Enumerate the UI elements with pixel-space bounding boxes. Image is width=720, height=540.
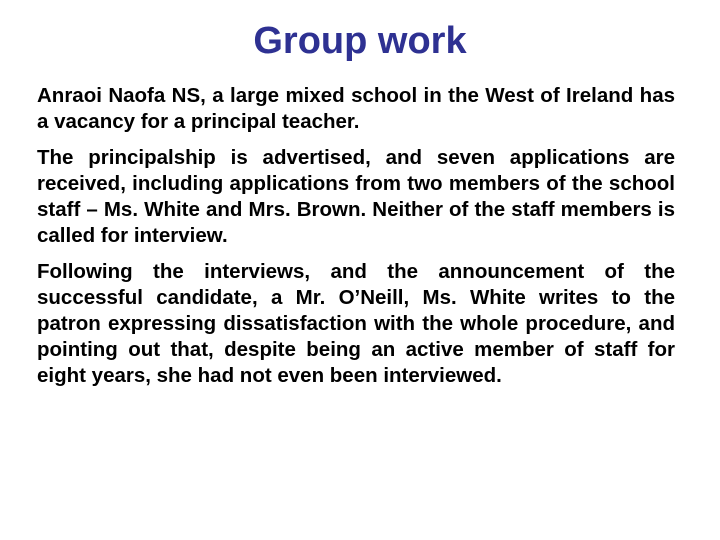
slide-title: Group work [253, 20, 467, 62]
paragraph-vacancy: Anraoi Naofa NS, a large mixed school in the West of Ireland has a vacancy for a principal teacher. [37, 84, 675, 133]
slide-body [37, 83, 675, 399]
paragraph-complaint: Following the interviews, and the announcement of the successful candidate, a Mr. O’Neill, Ms. White writes to the patron expressing dissatisfaction with the whole procedure, and pointing out that, despite being an active member of staff for eight years, she had not even been interviewed. [37, 260, 675, 387]
paragraph-applications: The principalship is advertised, and seven applications are received, including applications from two members of the school staff – Ms. White and Mrs. Brown. Neither of the staff members is called for interview. [37, 146, 675, 247]
